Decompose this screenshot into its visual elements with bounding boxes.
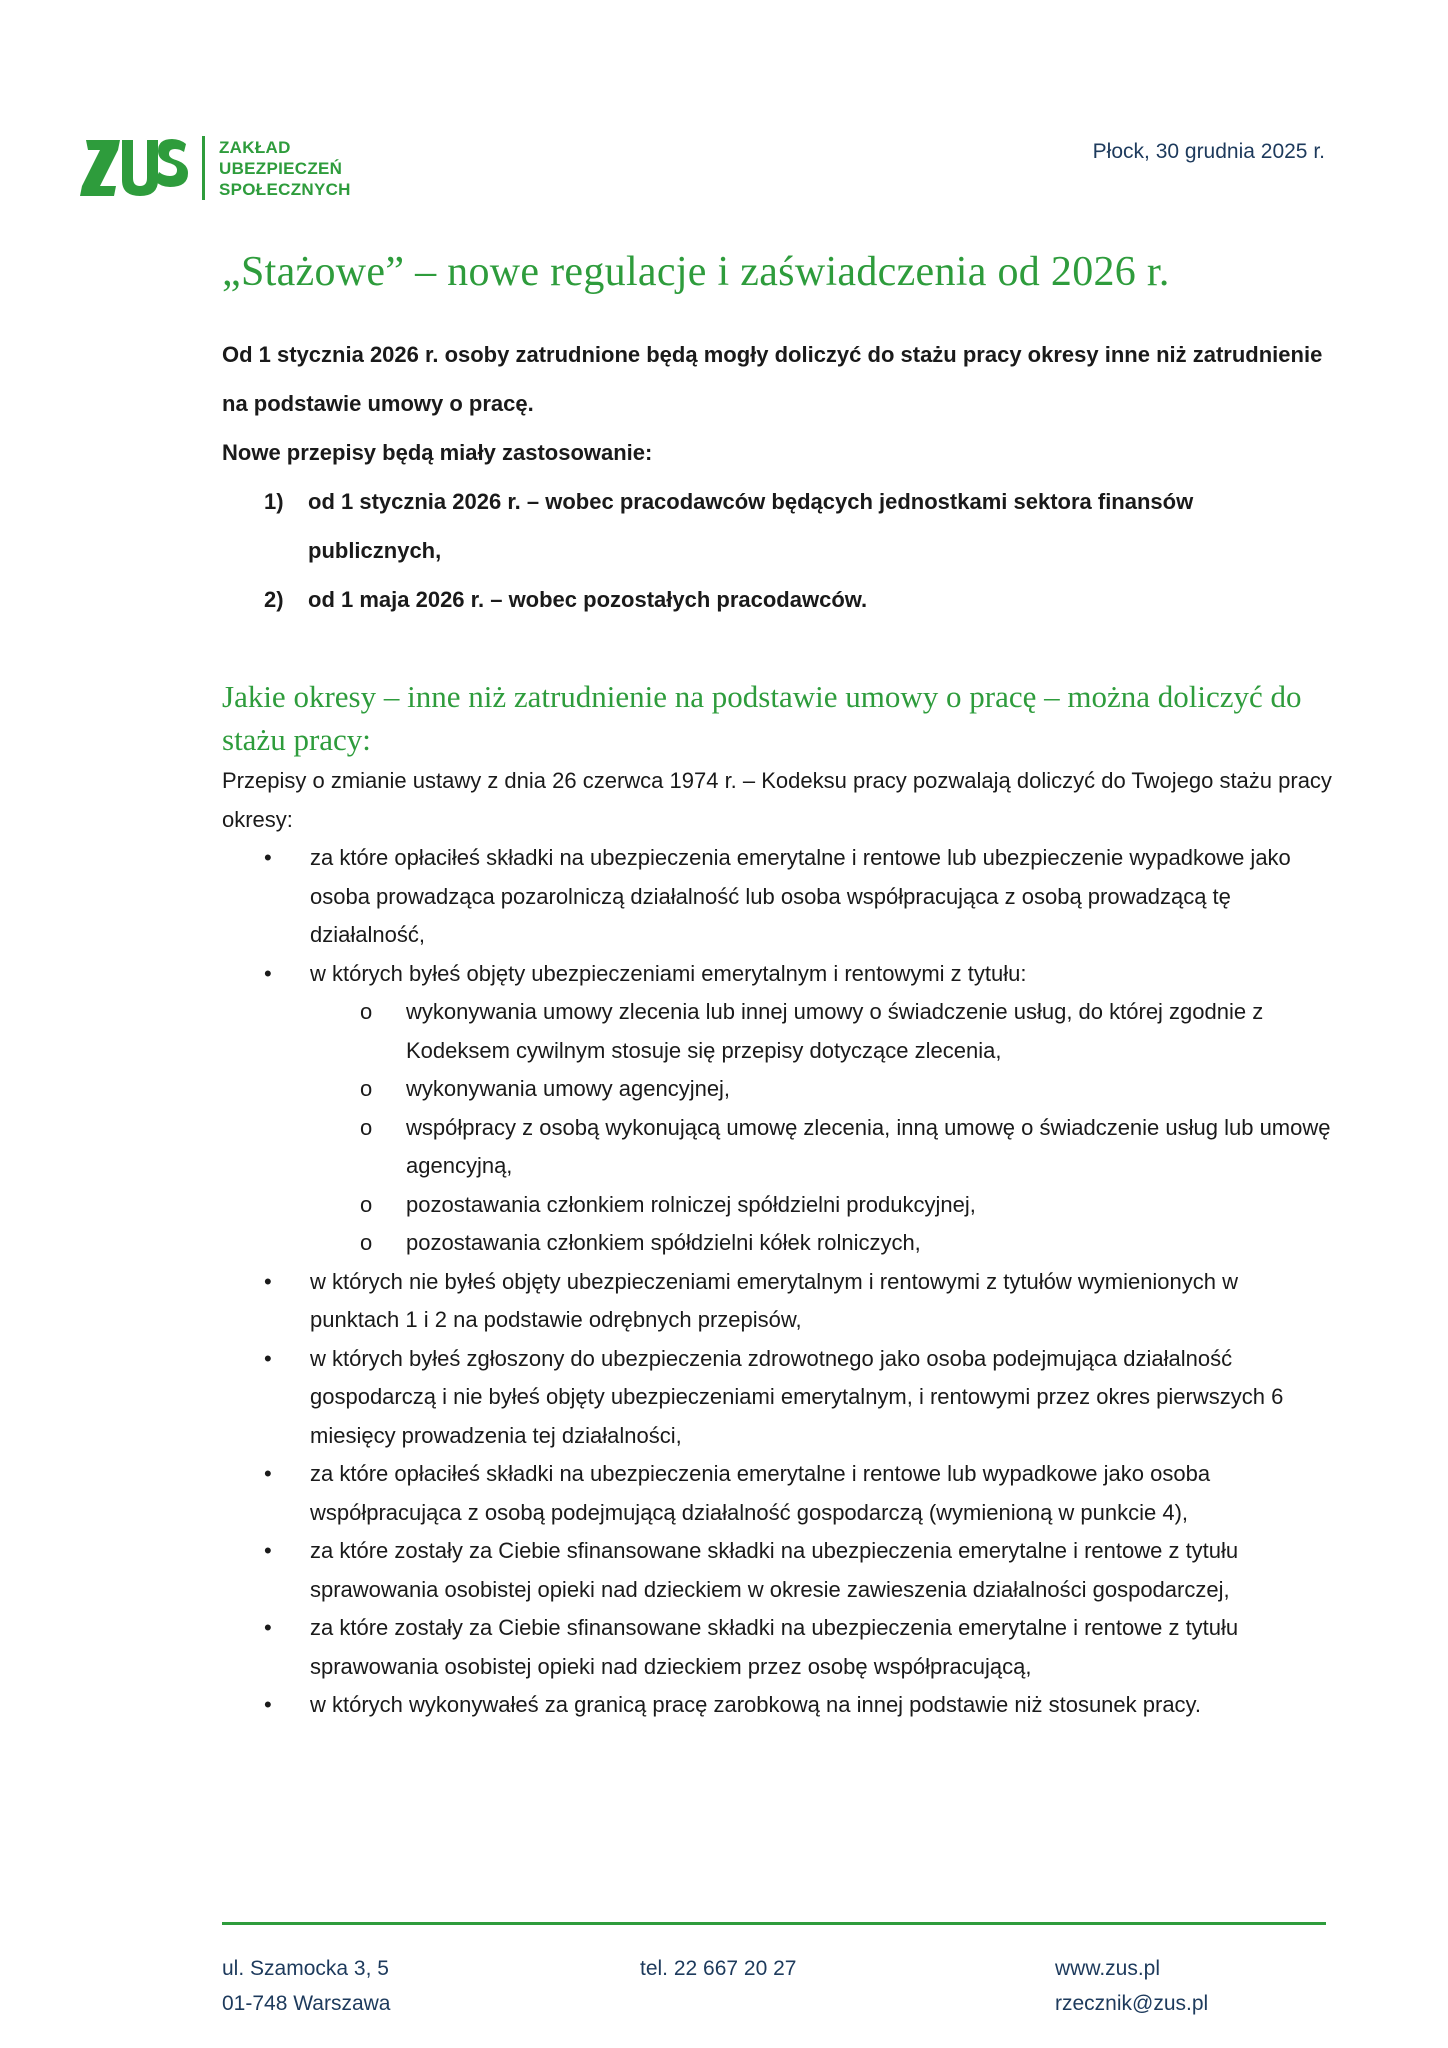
sub-list-item xyxy=(310,1109,1332,1186)
sub-list-item xyxy=(310,1070,1332,1109)
bullet-icon: • xyxy=(264,1692,272,1717)
logo-wordmark xyxy=(219,137,351,200)
intro-paragraph: Od 1 stycznia 2026 r. osoby zatrudnione będą mogły doliczyć do stażu pracy okresy inne niż zatrudnienie na podstawie umowy o pracę. xyxy=(222,342,1323,416)
footer-phone xyxy=(640,1951,796,1986)
section-body xyxy=(222,762,1332,1725)
intro-lead: Nowe przepisy będą miały zastosowanie: xyxy=(222,440,653,465)
list-item-text: za które zostały za Ciebie sfinansowane składki na ubezpieczenia emerytalne i rentowe z tytułu sprawowania osobistej opieki nad dzieckiem przez osobę współpracującą, xyxy=(310,1615,1239,1679)
footer-contact xyxy=(1055,1951,1208,2021)
footer-street: ul. Szamocka 3, 5 xyxy=(222,1957,389,1980)
section-heading: Jakie okresy – inne niż zatrudnienie na podstawie umowy o pracę – można doliczyć do stażu pracy: xyxy=(222,679,1302,757)
document-title: „Stażowe” – nowe regulacje i zaświadczenia od 2026 r. xyxy=(222,249,1170,295)
list-item xyxy=(222,839,1332,955)
bullet-icon: • xyxy=(264,845,272,870)
bullet-icon: • xyxy=(264,1461,272,1486)
document-date: Płock, 30 grudnia 2025 r. xyxy=(1092,140,1325,163)
circle-bullet-icon: o xyxy=(360,1076,373,1101)
list-item-text: w których wykonywałeś za granicą pracę zarobkową na innej podstawie niż stosunek pracy. xyxy=(310,1692,1202,1717)
list-item xyxy=(222,1263,1332,1340)
intro-section xyxy=(222,330,1332,624)
zus-logo xyxy=(80,134,351,202)
sub-list-item-text: pozostawania członkiem spółdzielni kółek rolniczych, xyxy=(406,1230,921,1255)
list-item-text: w których nie byłeś objęty ubezpieczeniami emerytalnym i rentowymi z tytułów wymienionych w punktach 1 i 2 na podstawie odrębnych przepisów, xyxy=(310,1268,1239,1332)
footer-email-link[interactable]: rzecznik@zus.pl xyxy=(1055,1992,1209,2015)
bullet-icon: • xyxy=(264,1615,272,1640)
footer-address xyxy=(222,1951,390,2021)
list-item-text: za które opłaciłeś składki na ubezpieczenia emerytalne i rentowe lub ubezpieczenie wypadkowe jako osoba prowadząca pozarolniczą działalność lub osoba współpracująca z osobą prowadzącą tę działalność, xyxy=(310,845,1291,947)
list-item-text: za które opłaciłeś składki na ubezpieczenia emerytalne i rentowe lub wypadkowe jako osoba współpracująca z osobą podejmującą działalność gospodarczą (wymienioną w punkcie 4), xyxy=(310,1461,1211,1525)
circle-bullet-icon: o xyxy=(360,1114,373,1140)
list-item-text: od 1 stycznia 2026 r. – wobec pracodawców będących jednostkami sektora finansów publicznych, xyxy=(308,489,1194,563)
list-item-text: w których byłeś zgłoszony do ubezpieczenia zdrowotnego jako osoba podejmująca działalność gospodarczą i nie byłeś objęty ubezpieczeniami emerytalnym, i rentowymi przez okres pierwszych 6 miesięcy prowadzenia tej działalności, xyxy=(310,1345,1284,1448)
dates-list xyxy=(222,477,1332,624)
section-lead: Przepisy o zmianie ustawy z dnia 26 czerwca 1974 r. – Kodeksu pracy pozwalają doliczyć do Twojego stażu pracy okresy: xyxy=(222,768,1332,832)
list-item xyxy=(222,955,1332,1263)
circle-bullet-icon: o xyxy=(360,1230,373,1255)
periods-list xyxy=(222,839,1332,1725)
sub-list-item xyxy=(310,1186,1332,1225)
list-item xyxy=(222,1455,1332,1532)
list-item xyxy=(222,1532,1332,1609)
sub-list-item xyxy=(310,993,1332,1070)
sub-list xyxy=(310,993,1332,1263)
bullet-icon: • xyxy=(264,1345,272,1371)
sub-list-item-text: współpracy z osobą wykonującą umowę zlecenia, inną umowę o świadczenie usług lub umowę agencyjną, xyxy=(406,1114,1331,1178)
list-item-text: od 1 maja 2026 r. – wobec pozostałych pracodawców. xyxy=(308,587,868,612)
bullet-icon: • xyxy=(264,960,272,986)
dates-list-item xyxy=(222,575,1332,624)
list-item xyxy=(222,1340,1332,1456)
zus-logo-mark xyxy=(80,134,188,202)
logo-line-2: UBEZPIECZEŃ xyxy=(219,158,343,178)
list-number: 2) xyxy=(264,587,284,612)
logo-separator xyxy=(202,136,205,200)
sub-list-item xyxy=(310,1224,1332,1263)
list-item xyxy=(222,1686,1332,1725)
dates-list-item xyxy=(222,477,1332,575)
list-number: 1) xyxy=(264,489,284,514)
bullet-icon: • xyxy=(264,1268,272,1294)
list-item-text: w których byłeś objęty ubezpieczeniami emerytalnym i rentowymi z tytułu: xyxy=(310,960,1027,986)
list-item-text: za które zostały za Ciebie sfinansowane składki na ubezpieczenia emerytalne i rentowe z tytułu sprawowania osobistej opieki nad dzieckiem w okresie zawieszenia działalności gospodarczej, xyxy=(310,1538,1239,1602)
sub-list-item-text: wykonywania umowy zlecenia lub innej umowy o świadczenie usług, do której zgodnie z Kodeksem cywilnym stosuje się przepisy dotyczące zlecenia, xyxy=(406,999,1264,1063)
bullet-icon: • xyxy=(264,1538,272,1563)
sub-list-item-text: pozostawania członkiem rolniczej spółdzielni produkcyjnej, xyxy=(406,1191,976,1217)
circle-bullet-icon: o xyxy=(360,999,373,1024)
footer-city: 01-748 Warszawa xyxy=(222,1992,391,2015)
footer-website-link[interactable]: www.zus.pl xyxy=(1055,1957,1161,1980)
logo-line-3: SPOŁECZNYCH xyxy=(219,179,351,199)
circle-bullet-icon: o xyxy=(360,1191,373,1217)
footer-phone-number: tel. 22 667 20 27 xyxy=(640,1957,797,1980)
footer-divider xyxy=(222,1922,1326,1925)
sub-list-item-text: wykonywania umowy agencyjnej, xyxy=(406,1076,731,1101)
list-item xyxy=(222,1609,1332,1686)
logo-line-1: ZAKŁAD xyxy=(219,137,291,157)
